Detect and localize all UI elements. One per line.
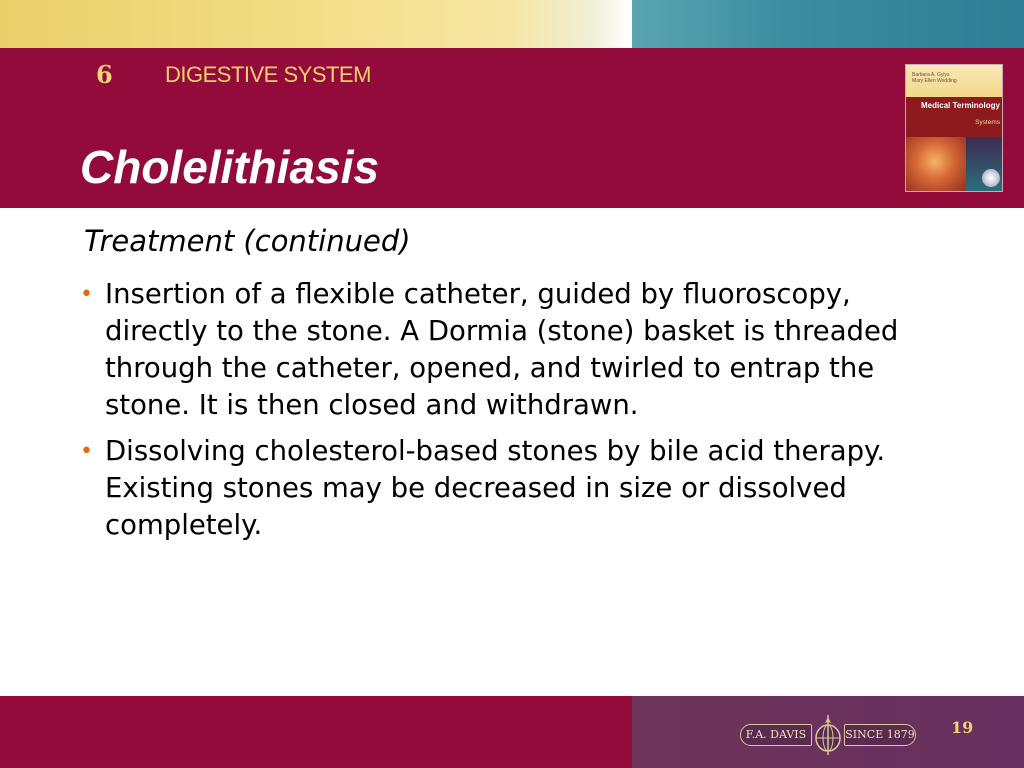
cd-disc-icon (982, 169, 1000, 187)
bullet-text: Insertion of a flexible catheter, guided by fluoroscopy, directly to the stone. A Dormia (stone) basket is threaded through the catheter, opened, and twirled to entrap the stone. It is then closed and withdrawn. (105, 278, 899, 421)
bullet-list (78, 276, 948, 553)
top-strip-teal-block (632, 0, 1024, 48)
book-cover-artwork (906, 137, 1002, 191)
chapter-title: DIGESTIVE SYSTEM (165, 62, 371, 87)
book-author: Barbara A. Gylys (912, 72, 950, 78)
bullet-icon: • (80, 282, 93, 307)
book-cover-title: Medical Terminology (921, 101, 1000, 110)
book-author: Mary Ellen Wedding (912, 78, 957, 84)
globe-icon (812, 714, 844, 756)
page-number: 19 (951, 718, 974, 737)
top-decorative-strip (0, 0, 1024, 48)
bullet-item (78, 276, 948, 424)
book-cover-subtitle: Systems (975, 119, 1000, 126)
chapter-number: 6 (96, 60, 113, 89)
bullet-icon: • (80, 439, 93, 464)
bullet-item (78, 433, 948, 544)
slide-title: Cholelithiasis (80, 141, 380, 193)
book-cover-image (905, 64, 1003, 192)
logo-left-label: F.A. DAVIS (740, 724, 812, 746)
logo-right-label: SINCE 1879 (844, 724, 916, 746)
fa-davis-logo (740, 706, 916, 762)
book-cover-authors (912, 72, 957, 84)
bullet-text: Dissolving cholesterol-based stones by bile acid therapy. Existing stones may be decreased in size or dissolved completely. (105, 435, 886, 541)
section-subheading: Treatment (continued) (84, 224, 411, 258)
